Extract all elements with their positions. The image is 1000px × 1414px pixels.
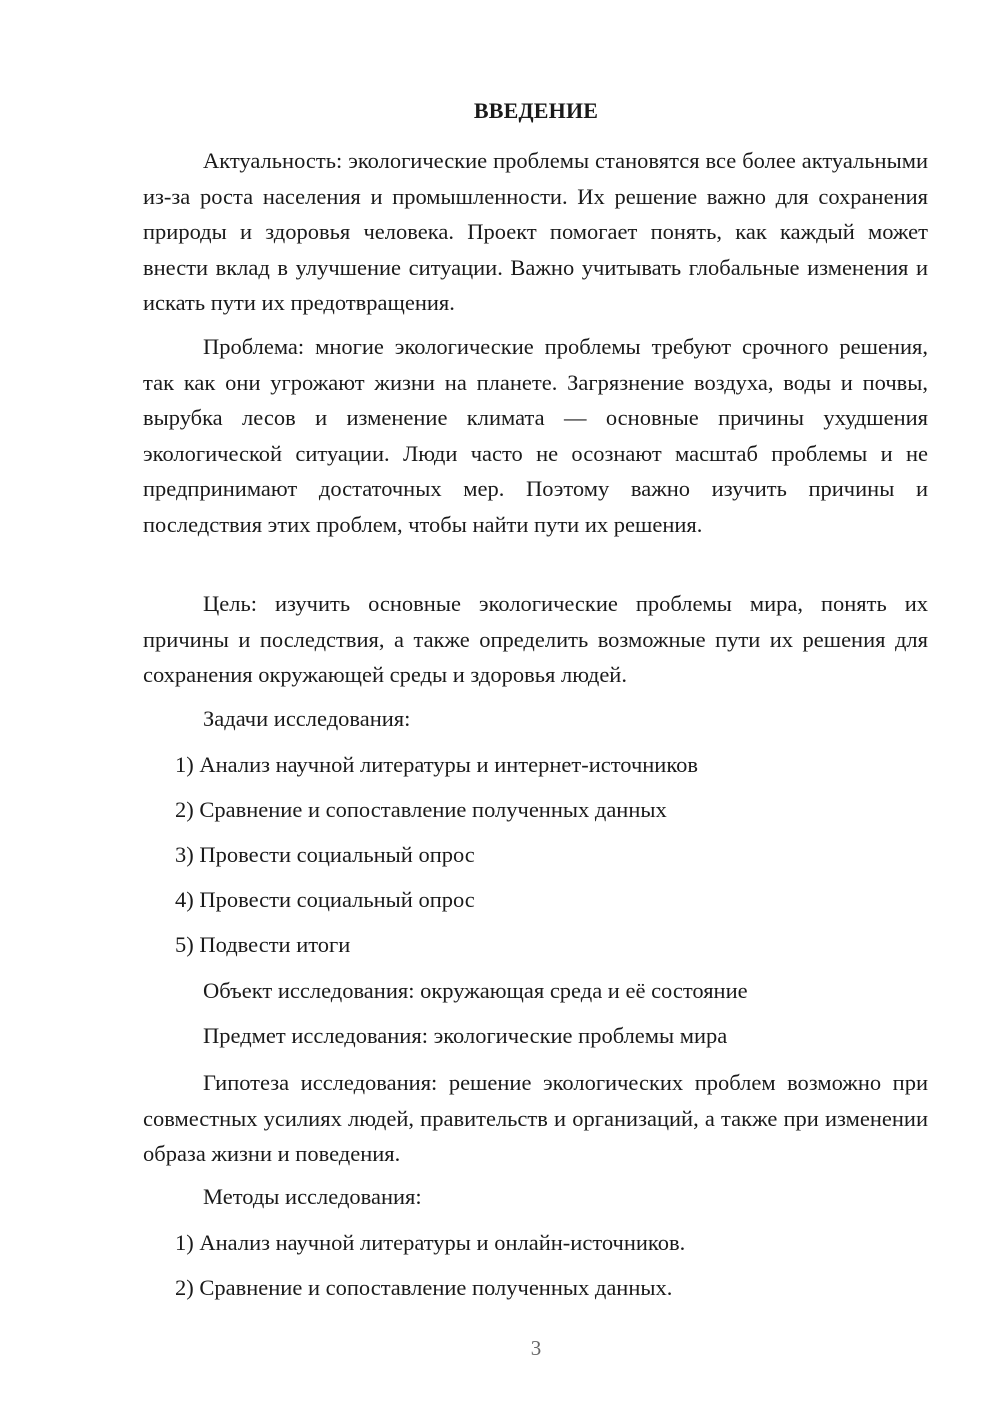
task-item: 1) Анализ научной литературы и интернет-источников [175, 752, 699, 777]
research-object: Объект исследования: окружающая среда и её состояние [203, 978, 748, 1003]
hypothesis-paragraph: Гипотеза исследования: решение экологических проблем возможно при совместных усилиях людей, правительств и организаций, а также при изменении образа жизни и поведения. [143, 1070, 928, 1166]
problem-paragraph: Проблема: многие экологические проблемы требуют срочного решения, так как они угрожают жизни на планете. Загрязнение воздуха, воды и почвы, вырубка лесов и изменение климата — основные причины ухудшения экологической ситуации. Люди часто не осознают масштаб проблемы и не предпринимают достаточных мер. Поэтому важно изучить причины и последствия этих проблем, чтобы найти пути их решения. [143, 334, 928, 537]
relevance-paragraph: Актуальность: экологические проблемы становятся все более актуальными из-за роста населения и промышленности. Их решение важно для сохранения природы и здоровья человека. Проект помогает понять, как каждый может внести вклад в улучшение ситуации. Важно учитывать глобальные изменения и искать пути их предотвращения. [143, 148, 928, 315]
section-heading: ВВЕДЕНИЕ [473, 98, 599, 123]
methods-title: Методы исследования: [203, 1184, 422, 1209]
task-item: 5) Подвести итоги [175, 932, 351, 957]
task-item: 2) Сравнение и сопоставление полученных данных [175, 797, 667, 822]
method-item: 2) Сравнение и сопоставление полученных данных. [175, 1275, 673, 1300]
page-number: 3 [530, 1336, 542, 1360]
goal-paragraph: Цель: изучить основные экологические проблемы мира, понять их причины и последствия, а также определить возможные пути их решения для сохранения окружающей среды и здоровья людей. [143, 591, 928, 687]
tasks-title: Задачи исследования: [203, 706, 411, 731]
method-item: 1) Анализ научной литературы и онлайн-источников. [175, 1230, 686, 1255]
task-item: 4) Провести социальный опрос [175, 887, 475, 912]
task-item: 3) Провести социальный опрос [175, 842, 475, 867]
research-subject: Предмет исследования: экологические проблемы мира [203, 1023, 728, 1048]
